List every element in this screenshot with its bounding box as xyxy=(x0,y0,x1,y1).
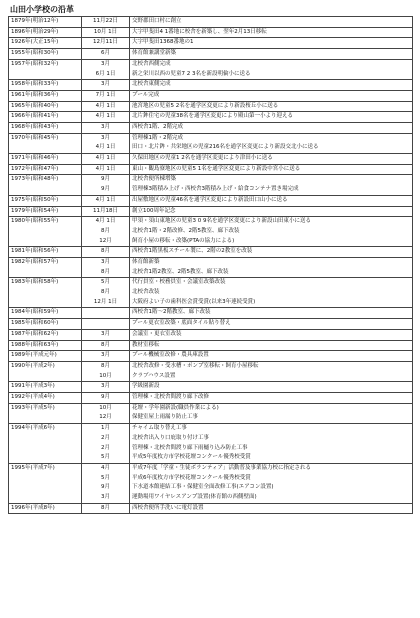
table-row xyxy=(9,133,413,153)
year-cell: 1984年(昭和59年) xyxy=(9,308,82,319)
month-cell xyxy=(82,403,130,423)
month-cell xyxy=(82,258,130,278)
month-text: 3月 xyxy=(101,330,110,337)
event-text: 東山・觀島寮地区の児童5 1名を通学区変更により新設中宮小に送る xyxy=(132,165,301,172)
event-cell xyxy=(130,101,413,112)
year-cell: 1988年(昭和63年) xyxy=(9,340,82,351)
event-text: 北校舎東側完成 xyxy=(132,81,171,88)
event-text: 創立100周年記念 xyxy=(132,207,176,214)
event-cell xyxy=(130,90,413,101)
event-cell xyxy=(130,123,413,134)
year-cell: 1957年(昭和32年) xyxy=(9,59,82,79)
event-cell xyxy=(130,463,413,503)
month-cell xyxy=(82,123,130,134)
table-row xyxy=(9,206,413,217)
month-cell xyxy=(82,59,130,79)
event-text: 大字甲斐田1368番地の1 xyxy=(132,39,194,46)
table-row xyxy=(9,340,413,351)
event-cell xyxy=(130,49,413,60)
month-text: 10月 xyxy=(99,372,112,379)
year-cell: 1955年(昭和30年) xyxy=(9,49,82,60)
event-cell xyxy=(130,503,413,514)
event-text: 北校舎改装 xyxy=(132,289,160,296)
event-cell xyxy=(130,175,413,195)
event-text: 田口・北片鉾・共栄地区の児童216名を通学区変更により新設交北小に送る xyxy=(132,144,319,151)
year-cell: 1896年(明治29年) xyxy=(9,27,82,38)
table-row xyxy=(9,247,413,258)
month-text: 2月 xyxy=(101,434,110,441)
month-text: 4月 1日 xyxy=(95,102,116,109)
event-text: 北校舎便所棟増築 xyxy=(132,176,177,183)
event-text: 西校舎1階、2階完成 xyxy=(132,124,183,130)
month-text: 10月 xyxy=(99,404,112,411)
month-cell xyxy=(82,49,130,60)
event-cell xyxy=(130,164,413,175)
month-cell xyxy=(82,247,130,258)
year-cell: 1991年(平成3年) xyxy=(9,382,82,393)
table-row xyxy=(9,112,413,123)
table-row xyxy=(9,308,413,319)
month-cell xyxy=(82,101,130,112)
event-cell xyxy=(130,319,413,330)
year-cell: 1985年(昭和60年) xyxy=(9,319,82,330)
month-text: 11月18日 xyxy=(93,207,118,214)
document-page xyxy=(8,4,412,514)
event-text: 学級園新設 xyxy=(132,383,160,390)
month-text: 2月 xyxy=(101,444,110,451)
year-cell: 1979年(昭和54年) xyxy=(9,206,82,217)
year-cell: 1971年(昭和46年) xyxy=(9,154,82,165)
month-text: 4月 1日 xyxy=(95,113,116,120)
month-cell xyxy=(82,38,130,49)
year-cell: 1995年(平成7年) xyxy=(9,463,82,503)
month-cell xyxy=(82,319,130,330)
year-cell: 1994年(平成6年) xyxy=(9,424,82,464)
month-text: 4月 xyxy=(101,464,110,471)
event-text: 管理棟・北校舎間渡り廊下雨樋り込み防止工事 xyxy=(132,444,248,451)
table-row xyxy=(9,175,413,195)
table-row xyxy=(9,123,413,134)
month-cell xyxy=(82,80,130,91)
table-row xyxy=(9,403,413,423)
event-cell xyxy=(130,393,413,404)
table-row xyxy=(9,361,413,381)
year-cell: 1990年(平成2年) xyxy=(9,361,82,381)
month-cell xyxy=(82,278,130,308)
event-text: 体育館新築 xyxy=(132,259,160,266)
month-text: 8月 xyxy=(101,289,110,296)
month-cell xyxy=(82,351,130,362)
month-cell xyxy=(82,112,130,123)
table-row xyxy=(9,38,413,49)
month-cell xyxy=(82,133,130,153)
event-text: プール完成 xyxy=(132,91,160,98)
table-row xyxy=(9,49,413,60)
month-text: 12月 1日 xyxy=(93,298,118,305)
month-text: 4月 1日 xyxy=(95,196,116,203)
month-text: 8月 xyxy=(101,504,110,511)
table-row xyxy=(9,393,413,404)
year-cell: 1983年(昭和58年) xyxy=(9,278,82,308)
event-text: 管理棟3階積み上げ・西校舎3階積み上げ・給食コンテナ置き場完成 xyxy=(132,186,299,193)
year-cell: 1958年(昭和33年) xyxy=(9,80,82,91)
event-text: 管理棟・北校舎間渡り廊下改修 xyxy=(132,394,210,401)
month-cell xyxy=(82,308,130,319)
event-text: 大字甲斐田4 1番地に校舎を新築し、翌年2月13日移転 xyxy=(132,28,267,35)
event-text: 体育館兼講堂新築 xyxy=(132,50,177,57)
table-row xyxy=(9,217,413,247)
month-text: 3月 xyxy=(101,493,110,500)
event-cell xyxy=(130,278,413,308)
month-text: 3月 xyxy=(101,124,110,130)
year-cell: 1996年(平成8年) xyxy=(9,503,82,514)
year-cell: 1975年(昭和50年) xyxy=(9,195,82,206)
event-cell xyxy=(130,206,413,217)
month-text: 9月 xyxy=(101,394,110,401)
event-cell xyxy=(130,154,413,165)
event-text: 久保田地区の児童1 2名を通学区変更により津田小に送る xyxy=(132,155,273,162)
month-cell xyxy=(82,164,130,175)
event-text: 会議室・更衣室改装 xyxy=(132,330,182,337)
year-cell: 1987年(昭和62年) xyxy=(9,329,82,340)
event-cell xyxy=(130,217,413,247)
month-text: 3月 xyxy=(101,352,110,359)
month-text: 7月 1日 xyxy=(95,91,116,98)
month-cell xyxy=(82,361,130,381)
event-text: 教材室移転 xyxy=(132,341,160,348)
month-cell xyxy=(82,329,130,340)
event-text: 平成7年度「学童・生徒ボランティア」活動普及事業協力校に指定される xyxy=(132,464,312,471)
event-text: 西校舎1階～2階教室、廊下改装 xyxy=(132,309,211,316)
event-cell xyxy=(130,340,413,351)
event-text: 平成6年度枚方市学校花壇コンクール優秀校受賞 xyxy=(132,474,251,481)
year-cell: 1973年(昭和48年) xyxy=(9,175,82,195)
event-cell xyxy=(130,308,413,319)
event-text: 運動場用ワイヤレスアンプ設置(体育館の西側壁面) xyxy=(132,493,257,500)
month-text: 12月 xyxy=(99,237,112,244)
event-cell xyxy=(130,247,413,258)
month-cell xyxy=(82,90,130,101)
month-text: 3月 xyxy=(101,60,110,67)
event-text: 飼育小屋の移転・改築(PTAの協力による) xyxy=(132,237,235,244)
month-cell xyxy=(82,154,130,165)
event-text: 西校舎便所手洗いに電灯設置 xyxy=(132,504,204,511)
event-text: プール更衣室改築・底面タイル貼り替え xyxy=(132,320,231,327)
event-cell xyxy=(130,424,413,464)
event-text: 大阪府よい子の歯科医会賞受賞(以来3年連続受賞) xyxy=(132,298,256,305)
event-text: 交野郡田口村に創立 xyxy=(132,18,182,24)
month-cell xyxy=(82,340,130,351)
table-row xyxy=(9,329,413,340)
event-cell xyxy=(130,195,413,206)
table-row xyxy=(9,164,413,175)
event-cell xyxy=(130,27,413,38)
month-text: 8月 xyxy=(101,227,110,234)
year-cell: 1879年(明治12年) xyxy=(9,17,82,28)
month-cell xyxy=(82,463,130,503)
event-cell xyxy=(130,403,413,423)
table-row xyxy=(9,319,413,330)
table-row xyxy=(9,351,413,362)
month-cell xyxy=(82,27,130,38)
month-text: 6月 1日 xyxy=(95,70,116,77)
month-text xyxy=(84,308,127,318)
table-row xyxy=(9,27,413,38)
event-text: 北校舎西側完成 xyxy=(132,60,171,67)
month-cell xyxy=(82,175,130,195)
month-text xyxy=(84,319,127,329)
year-cell: 1980年(昭和55年) xyxy=(9,217,82,247)
month-cell xyxy=(82,382,130,393)
event-text: 北校舎1階2教室、2階5教室、廊下改装 xyxy=(132,268,229,275)
event-text: 花壇・学年園新設(職員作業による) xyxy=(132,404,219,411)
event-cell xyxy=(130,382,413,393)
year-cell: 1992年(平成4年) xyxy=(9,393,82,404)
table-row xyxy=(9,382,413,393)
year-cell: 1961年(昭和36年) xyxy=(9,90,82,101)
month-text: 4月 1日 xyxy=(95,165,116,172)
event-text: 北校舎改修・受水槽・ポンプ室移転・飼育小屋移転 xyxy=(132,362,259,369)
month-text: 5月 xyxy=(101,279,110,286)
month-text: 1月 xyxy=(101,425,110,432)
month-text: 5月 xyxy=(101,454,110,461)
table-row xyxy=(9,59,413,79)
year-cell: 1989年(平成元年) xyxy=(9,351,82,362)
event-text: 出屋敷地区の児童46名を通学区変更により新設田口山小に送る xyxy=(132,196,288,203)
month-text: 8月 xyxy=(101,362,110,369)
month-cell xyxy=(82,17,130,28)
event-text: 甲須・須山東地区の児童3 0 9名を通学区変更により新設山田東小に送る xyxy=(132,218,311,225)
month-cell xyxy=(82,206,130,217)
month-text: 9月 xyxy=(101,186,110,193)
table-row xyxy=(9,195,413,206)
event-cell xyxy=(130,80,413,91)
month-text: 8月 xyxy=(101,341,110,348)
event-cell xyxy=(130,329,413,340)
event-text: 保健室屋上雨漏り防止工事 xyxy=(132,414,199,421)
event-cell xyxy=(130,258,413,278)
event-cell xyxy=(130,38,413,49)
month-text: 3月 xyxy=(101,383,110,390)
event-text: 平成5年度枚方市学校花壇コンクール優秀校受賞 xyxy=(132,454,251,461)
event-text: クラブハウス設置 xyxy=(132,372,176,379)
month-text: 3月 xyxy=(101,259,110,266)
event-text: 池宮地区の児童5 2名を通学区変更により新設桜丘小に送る xyxy=(132,102,279,109)
month-text: 6月 xyxy=(101,50,110,57)
month-text: 12月11日 xyxy=(93,39,118,46)
event-cell xyxy=(130,361,413,381)
event-cell xyxy=(130,133,413,153)
table-row xyxy=(9,17,413,28)
month-text: 8月 xyxy=(101,268,110,275)
year-cell: 1993年(平成5年) xyxy=(9,403,82,423)
month-cell xyxy=(82,393,130,404)
table-row xyxy=(9,258,413,278)
history-table-body xyxy=(9,17,413,514)
event-text: チャイム取り替え工事 xyxy=(132,425,187,432)
month-text: 4月 1日 xyxy=(95,144,116,151)
year-cell: 1982年(昭和57年) xyxy=(9,258,82,278)
event-cell xyxy=(130,351,413,362)
month-text: 5月 xyxy=(101,474,110,481)
event-text: 新之栄川以西の児童7 2 3名を新設明倫小に送る xyxy=(132,70,251,77)
month-text: 4月 1日 xyxy=(95,155,116,162)
month-text: 11月22日 xyxy=(93,18,118,24)
table-row xyxy=(9,101,413,112)
history-table xyxy=(8,16,413,514)
month-text: 8月 xyxy=(101,248,110,255)
month-text: 9月 xyxy=(101,176,110,183)
event-text: プール機械室改修・農具庫設置 xyxy=(132,352,209,359)
event-cell xyxy=(130,17,413,28)
month-text: 3月 xyxy=(101,81,110,88)
year-cell: 1966年(昭和41年) xyxy=(9,112,82,123)
event-text: 下水道本館連結工事・保健室全面改修工事(エアコン設置) xyxy=(132,484,274,491)
table-row xyxy=(9,80,413,91)
table-row xyxy=(9,503,413,514)
event-text: 北片鉾住宅の児童38名を通学区変更により殿山第一小より迎える xyxy=(132,113,294,120)
month-text: 12月 xyxy=(99,414,112,421)
month-cell xyxy=(82,195,130,206)
table-row xyxy=(9,424,413,464)
event-text: 北校舎1階・2階改修、2階5教室、廊下改装 xyxy=(132,227,240,234)
event-text: 北校舎出入り口庇取り付け工事 xyxy=(132,434,210,441)
year-cell: 1972年(昭和47年) xyxy=(9,164,82,175)
table-row xyxy=(9,90,413,101)
event-cell xyxy=(130,112,413,123)
month-text: 10月 1日 xyxy=(93,28,118,35)
event-text: 代行員室・校務員室・会議室改築改装 xyxy=(132,279,226,286)
year-cell: 1926年(大正15年) xyxy=(9,38,82,49)
table-row xyxy=(9,154,413,165)
year-cell: 1965年(昭和40年) xyxy=(9,101,82,112)
month-text: 9月 xyxy=(101,484,110,491)
event-cell xyxy=(130,59,413,79)
event-text: 管理棟1階・2階完成 xyxy=(132,134,183,141)
month-cell xyxy=(82,217,130,247)
year-cell: 1970年(昭和45年) xyxy=(9,133,82,153)
month-cell xyxy=(82,424,130,464)
event-text: 西校舎1階黒板スチール製に、2階の2教室を改装 xyxy=(132,248,253,255)
month-cell xyxy=(82,503,130,514)
document-title: 山田小学校の沿革 xyxy=(10,5,74,14)
table-row xyxy=(9,463,413,503)
year-cell: 1968年(昭和43年) xyxy=(9,123,82,134)
year-cell: 1981年(昭和56年) xyxy=(9,247,82,258)
month-text: 4月 1日 xyxy=(95,218,116,225)
month-text: 3月 xyxy=(101,134,110,141)
table-row xyxy=(9,278,413,308)
